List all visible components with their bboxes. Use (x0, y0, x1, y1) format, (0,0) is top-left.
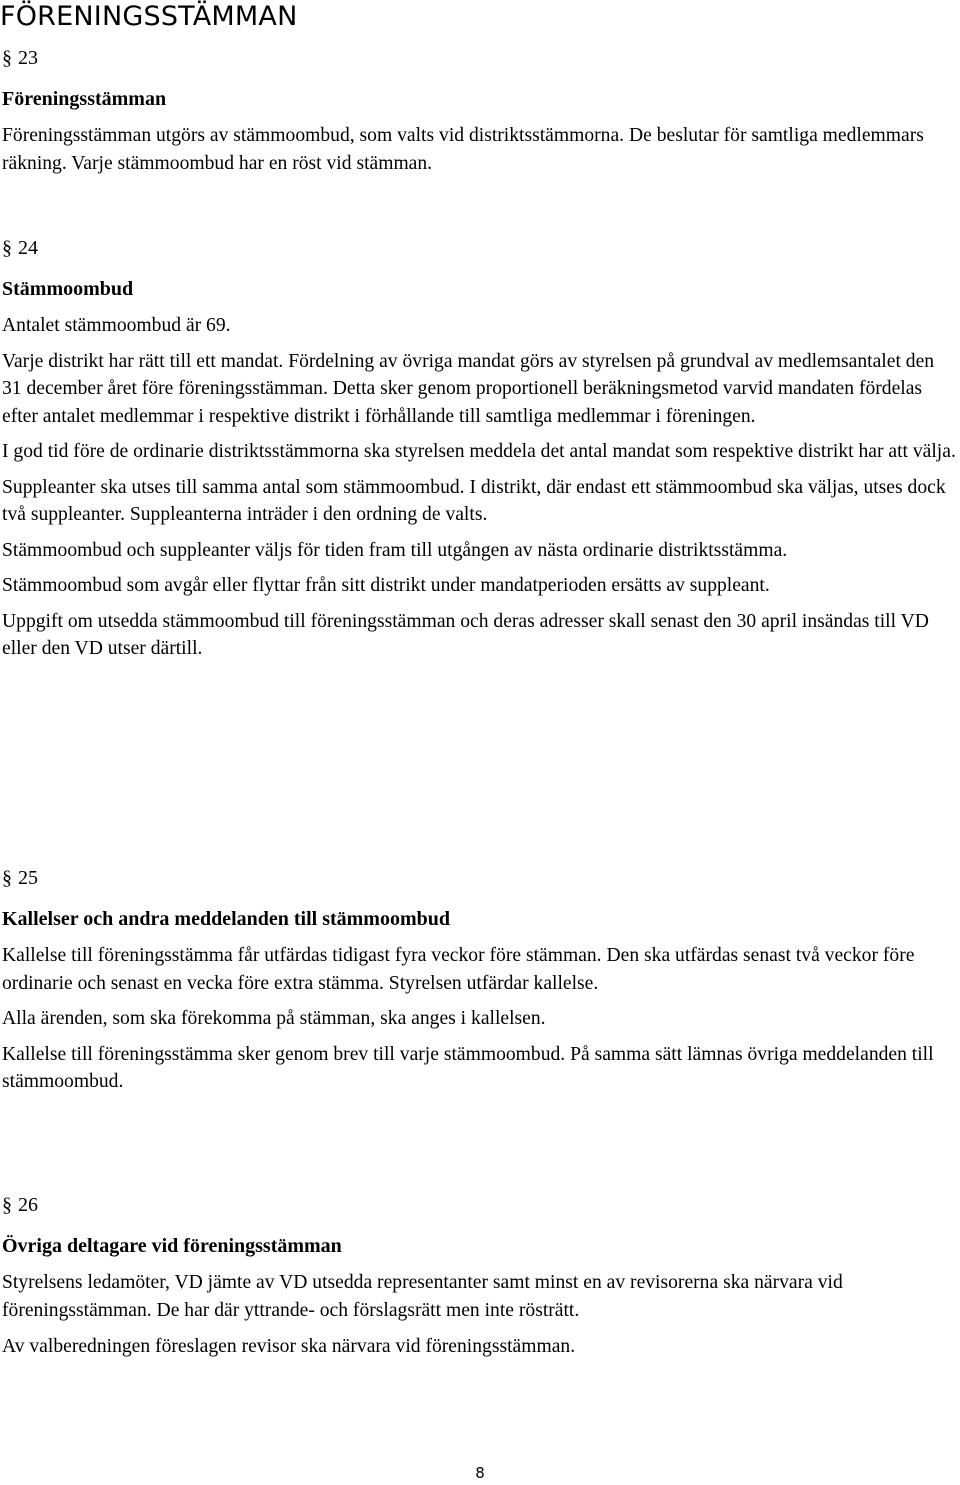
paragraph: Varje distrikt har rätt till ett mandat. Fördelning av övriga mandat görs av styrelsen på grundval av medlemsantalet den 31 december året före föreningsstämman. Detta sker genom proportionell beräkningsmetod varvid mandaten fördelas efter antalet medlemmar i respektive distrikt i förhållande till samtliga medlemmar i föreningen. (2, 350, 935, 427)
section-25 (2, 866, 958, 1096)
paragraph: Alla ärenden, som ska förekomma på stämman, ska anges i kallelsen. (2, 1008, 546, 1029)
paragraph: Styrelsens ledamöter, VD jämte av VD utsedda representanter samt minst en av revisorerna ska närvara vid föreningsstämman. De har där yttrande- och förslagsrätt men inte rösträtt. (2, 1272, 843, 1321)
paragraph: Av valberedningen föreslagen revisor ska närvara vid föreningsstämman. (2, 1336, 576, 1357)
paragraph: Föreningsstämman utgörs av stämmoombud, som valts vid distriktsstämmorna. De beslutar för samtliga medlemmars räkning. Varje stämmoombud har en röst vid stämman. (2, 125, 924, 174)
section-number (2, 236, 958, 260)
section-sign: § (2, 237, 12, 259)
section-number (2, 46, 958, 70)
paragraph: Kallelse till föreningsstämma sker genom brev till varje stämmoombud. På samma sätt lämnas övriga meddelanden till stämmoombud. (2, 1043, 934, 1092)
paragraph: Uppgift om utsedda stämmoombud till föreningsstämman och deras adresser skall senast den 30 april insändas till VD eller den VD utser därtill. (2, 610, 929, 659)
section-heading: Kallelser och andra meddelanden till stämmoombud (2, 908, 450, 930)
paragraph: Stämmoombud som avgår eller flyttar från sitt distrikt under mandatperioden ersätts av suppleant. (2, 575, 770, 596)
section-number-value: 25 (18, 867, 38, 889)
section-number-value: 23 (18, 47, 38, 69)
section-26 (2, 1193, 958, 1361)
section-heading: Föreningsstämman (2, 88, 167, 110)
paragraph: Stämmoombud och suppleanter väljs för tiden fram till utgången av nästa ordinarie distriktsstämma. (2, 539, 788, 561)
paragraph: Antalet stämmoombud är 69. (2, 315, 231, 336)
section-number-value: 24 (18, 237, 38, 259)
section-24 (2, 236, 958, 663)
section-sign: § (2, 867, 12, 889)
paragraph: Suppleanter ska utses till samma antal som stämmoombud. I distrikt, där endast ett stämmoombud ska väljas, utses dock två suppleanter. Suppleanterna inträder i den ordning de valts. (2, 476, 946, 525)
section-number (2, 866, 958, 890)
section-sign: § (2, 1194, 12, 1216)
section-heading: Övriga deltagare vid föreningsstämman (2, 1235, 342, 1257)
paragraph: I god tid före de ordinarie distriktsstämmorna ska styrelsen meddela det antal mandat som respektive distrikt har att välja. (2, 441, 956, 462)
section-number-value: 26 (18, 1194, 38, 1216)
section-23 (2, 46, 958, 177)
document-title: FÖRENINGSSTÄMMAN (0, 1, 298, 32)
paragraph: Kallelse till föreningsstämma får utfärdas tidigast fyra veckor före stämman. Den ska utfärdas senast två veckor före ordinarie och senast en vecka före extra stämma. Styrelsen utfärdar kallelse. (2, 945, 915, 994)
section-sign: § (2, 47, 12, 69)
page-number: 8 (475, 1464, 485, 1482)
section-number (2, 1193, 958, 1217)
section-heading: Stämmoombud (2, 278, 134, 300)
